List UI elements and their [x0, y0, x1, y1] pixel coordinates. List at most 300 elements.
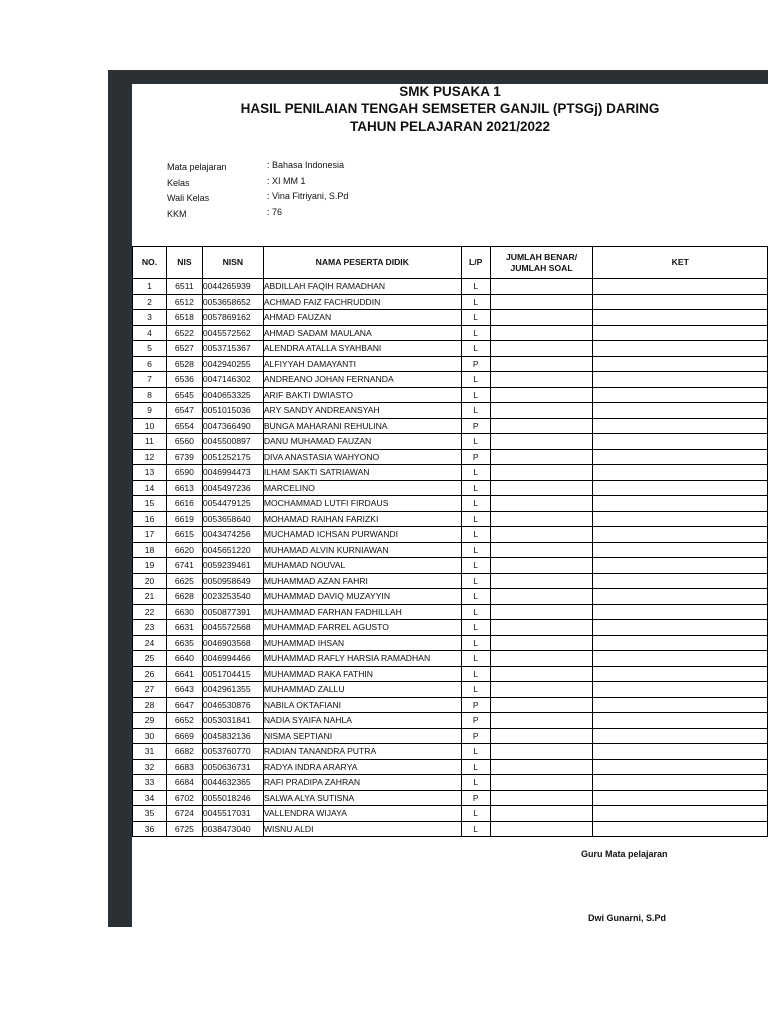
cell-nisn: 0042961355	[202, 682, 263, 698]
cell-gender: L	[461, 372, 490, 388]
column-header-nisn: NISN	[202, 247, 263, 279]
column-header-gender: L/P	[461, 247, 490, 279]
cell-score	[490, 403, 593, 419]
cell-name: MUHAMAD ALVIN KURNIAWAN	[263, 542, 461, 558]
cell-name: BUNGA MAHARANI REHULINA	[263, 418, 461, 434]
cell-no: 36	[133, 821, 167, 837]
cell-name: ANDREANO JOHAN FERNANDA	[263, 372, 461, 388]
table-row	[133, 806, 768, 822]
cell-name: WISNU ALDI	[263, 821, 461, 837]
table-row	[133, 589, 768, 605]
cell-no: 25	[133, 651, 167, 667]
cell-nis: 6682	[166, 744, 202, 760]
cell-score	[490, 775, 593, 791]
table-row	[133, 449, 768, 465]
cell-name: ARIF BAKTI DWIASTO	[263, 387, 461, 403]
cell-score	[490, 511, 593, 527]
cell-note	[593, 728, 768, 744]
cell-nis: 6613	[166, 480, 202, 496]
column-header-nis: NIS	[166, 247, 202, 279]
cell-score	[490, 604, 593, 620]
cell-nisn: 0050636731	[202, 759, 263, 775]
cell-nis: 6616	[166, 496, 202, 512]
cell-nisn: 0045832136	[202, 728, 263, 744]
cell-gender: P	[461, 449, 490, 465]
info-label: Kelas	[167, 177, 190, 188]
cell-score	[490, 449, 593, 465]
cell-name: NABILA OKTAFIANI	[263, 697, 461, 713]
cell-nisn: 0046903568	[202, 635, 263, 651]
academic-year: TAHUN PELAJARAN 2021/2022	[349, 119, 551, 134]
cell-no: 26	[133, 666, 167, 682]
cell-score	[490, 480, 593, 496]
cell-score	[490, 356, 593, 372]
table-row	[133, 759, 768, 775]
cell-nisn: 0050877391	[202, 604, 263, 620]
cell-note	[593, 589, 768, 605]
cell-nisn: 0047146302	[202, 372, 263, 388]
cell-name: MUHAMMAD DAVIQ MUZAYYIN	[263, 589, 461, 605]
cell-note	[593, 620, 768, 636]
cell-no: 10	[133, 418, 167, 434]
cell-no: 22	[133, 604, 167, 620]
dark-frame-top	[108, 70, 768, 84]
cell-name: ABDILLAH FAQIH RAMADHAN	[263, 279, 461, 295]
table-row	[133, 418, 768, 434]
cell-name: ALFIYYAH DAMAYANTI	[263, 356, 461, 372]
cell-nis: 6724	[166, 806, 202, 822]
column-header-note: KET	[593, 247, 768, 279]
cell-no: 2	[133, 294, 167, 310]
school-name: SMK PUSAKA 1	[399, 84, 501, 99]
cell-no: 17	[133, 527, 167, 543]
cell-no: 6	[133, 356, 167, 372]
cell-no: 8	[133, 387, 167, 403]
cell-nisn: 0053658640	[202, 511, 263, 527]
cell-gender: L	[461, 759, 490, 775]
cell-name: VALLENDRA WIJAYA	[263, 806, 461, 822]
table-row	[133, 666, 768, 682]
cell-name: MUCHAMAD ICHSAN PURWANDI	[263, 527, 461, 543]
table-row	[133, 558, 768, 574]
cell-note	[593, 790, 768, 806]
cell-score	[490, 387, 593, 403]
cell-no: 9	[133, 403, 167, 419]
table-row	[133, 434, 768, 450]
cell-nis: 6560	[166, 434, 202, 450]
cell-name: MUHAMMAD AZAN FAHRI	[263, 573, 461, 589]
cell-note	[593, 418, 768, 434]
cell-name: MUHAMMAD RAKA FATHIN	[263, 666, 461, 682]
cell-nisn: 0046530876	[202, 697, 263, 713]
table-row	[133, 403, 768, 419]
signature-role: Guru Mata pelajaran	[581, 849, 668, 859]
cell-gender: L	[461, 604, 490, 620]
cell-name: AHMAD SADAM MAULANA	[263, 325, 461, 341]
cell-score	[490, 558, 593, 574]
info-label: Wali Kelas	[167, 193, 210, 203]
cell-nis: 6511	[166, 279, 202, 295]
cell-nisn: 0053658652	[202, 294, 263, 310]
cell-note	[593, 341, 768, 357]
cell-nisn: 0038473040	[202, 821, 263, 837]
cell-name: NADIA SYAIFA NAHLA	[263, 713, 461, 729]
cell-name: MARCELINO	[263, 480, 461, 496]
cell-name: ILHAM SAKTI SATRIAWAN	[263, 465, 461, 481]
cell-gender: L	[461, 620, 490, 636]
cell-score	[490, 573, 593, 589]
cell-nisn: 0059239461	[202, 558, 263, 574]
cell-gender: L	[461, 480, 490, 496]
cell-name: DANU MUHAMAD FAUZAN	[263, 434, 461, 450]
table-row	[133, 775, 768, 791]
cell-score	[490, 589, 593, 605]
cell-nis: 6528	[166, 356, 202, 372]
student-table	[132, 246, 768, 837]
cell-name: NISMA SEPTIANI	[263, 728, 461, 744]
cell-note	[593, 604, 768, 620]
cell-nis: 6702	[166, 790, 202, 806]
cell-nis: 6619	[166, 511, 202, 527]
cell-score	[490, 759, 593, 775]
table-body	[133, 279, 768, 837]
cell-no: 12	[133, 449, 167, 465]
cell-no: 3	[133, 310, 167, 326]
table-row	[133, 635, 768, 651]
cell-nis: 6635	[166, 635, 202, 651]
cell-gender: L	[461, 294, 490, 310]
cell-nisn: 0051252175	[202, 449, 263, 465]
cell-name: MUHAMMAD RAFLY HARSIA RAMADHAN	[263, 651, 461, 667]
cell-no: 16	[133, 511, 167, 527]
cell-nisn: 0045500897	[202, 434, 263, 450]
cell-note	[593, 465, 768, 481]
cell-note	[593, 558, 768, 574]
cell-nis: 6620	[166, 542, 202, 558]
cell-gender: P	[461, 713, 490, 729]
cell-name: AHMAD FAUZAN	[263, 310, 461, 326]
cell-nis: 6647	[166, 697, 202, 713]
cell-nis: 6684	[166, 775, 202, 791]
table-row	[133, 279, 768, 295]
table-row	[133, 356, 768, 372]
cell-nis: 6628	[166, 589, 202, 605]
info-label: KKM	[167, 208, 187, 219]
cell-gender: P	[461, 697, 490, 713]
cell-note	[593, 372, 768, 388]
cell-note	[593, 635, 768, 651]
cell-nis: 6739	[166, 449, 202, 465]
table-row	[133, 573, 768, 589]
table-row	[133, 790, 768, 806]
cell-nisn: 0045497236	[202, 480, 263, 496]
table-row	[133, 713, 768, 729]
cell-name: RADIAN TANANDRA PUTRA	[263, 744, 461, 760]
cell-name: RADYA INDRA ARARYA	[263, 759, 461, 775]
cell-gender: L	[461, 775, 490, 791]
table-row	[133, 604, 768, 620]
info-value: : Vina Fitriyani, S.Pd	[267, 191, 349, 201]
cell-nisn: 0045572568	[202, 620, 263, 636]
cell-score	[490, 666, 593, 682]
cell-note	[593, 666, 768, 682]
cell-nisn: 0051704415	[202, 666, 263, 682]
cell-name: RAFI PRADIPA ZAHRAN	[263, 775, 461, 791]
cell-name: MUHAMAD NOUVAL	[263, 558, 461, 574]
cell-score	[490, 744, 593, 760]
cell-name: SALWA ALYA SUTISNA	[263, 790, 461, 806]
cell-no: 35	[133, 806, 167, 822]
cell-note	[593, 697, 768, 713]
cell-note	[593, 279, 768, 295]
cell-no: 14	[133, 480, 167, 496]
cell-score	[490, 821, 593, 837]
cell-gender: L	[461, 558, 490, 574]
column-header-name: NAMA PESERTA DIDIK	[263, 247, 461, 279]
cell-nisn: 0040653325	[202, 387, 263, 403]
cell-nis: 6669	[166, 728, 202, 744]
cell-nisn: 0053760770	[202, 744, 263, 760]
cell-no: 23	[133, 620, 167, 636]
cell-score	[490, 635, 593, 651]
cell-score	[490, 682, 593, 698]
cell-name: ARY SANDY ANDREANSYAH	[263, 403, 461, 419]
cell-note	[593, 310, 768, 326]
cell-gender: L	[461, 465, 490, 481]
cell-no: 7	[133, 372, 167, 388]
cell-nisn: 0045651220	[202, 542, 263, 558]
cell-score	[490, 310, 593, 326]
cell-no: 29	[133, 713, 167, 729]
cell-nisn: 0053031841	[202, 713, 263, 729]
cell-no: 1	[133, 279, 167, 295]
cell-no: 28	[133, 697, 167, 713]
cell-gender: L	[461, 542, 490, 558]
cell-name: MOHAMAD RAIHAN FARIZKI	[263, 511, 461, 527]
cell-score	[490, 651, 593, 667]
cell-nisn: 0043474256	[202, 527, 263, 543]
table-header-row	[133, 247, 768, 279]
cell-gender: L	[461, 666, 490, 682]
cell-gender: L	[461, 821, 490, 837]
cell-score	[490, 713, 593, 729]
cell-no: 15	[133, 496, 167, 512]
cell-gender: L	[461, 387, 490, 403]
table-row	[133, 480, 768, 496]
table-row	[133, 310, 768, 326]
cell-gender: L	[461, 310, 490, 326]
cell-gender: L	[461, 341, 490, 357]
cell-name: ALENDRA ATALLA SYAHBANI	[263, 341, 461, 357]
info-value: : 76	[267, 206, 283, 217]
info-label: Mata pelajaran	[167, 162, 227, 172]
table-row	[133, 496, 768, 512]
cell-no: 5	[133, 341, 167, 357]
cell-nis: 6518	[166, 310, 202, 326]
cell-gender: L	[461, 325, 490, 341]
cell-gender: P	[461, 790, 490, 806]
cell-gender: P	[461, 356, 490, 372]
table-row	[133, 821, 768, 837]
cell-nis: 6554	[166, 418, 202, 434]
cell-nisn: 0055018246	[202, 790, 263, 806]
cell-gender: L	[461, 496, 490, 512]
cell-note	[593, 542, 768, 558]
cell-gender: L	[461, 744, 490, 760]
document-sheet	[132, 84, 768, 927]
cell-score	[490, 728, 593, 744]
cell-score	[490, 372, 593, 388]
cell-nisn: 0023253540	[202, 589, 263, 605]
column-header-no: NO.	[133, 247, 167, 279]
cell-nisn: 0045572562	[202, 325, 263, 341]
cell-nisn: 0045517031	[202, 806, 263, 822]
cell-note	[593, 806, 768, 822]
cell-nis: 6683	[166, 759, 202, 775]
table-row	[133, 294, 768, 310]
table-row	[133, 511, 768, 527]
cell-no: 18	[133, 542, 167, 558]
table-row	[133, 341, 768, 357]
cell-note	[593, 651, 768, 667]
cell-note	[593, 403, 768, 419]
dark-frame-left	[108, 70, 132, 927]
signature-name: Dwi Gunarni, S.Pd	[588, 913, 667, 923]
cell-note	[593, 527, 768, 543]
table-row	[133, 387, 768, 403]
cell-gender: L	[461, 279, 490, 295]
cell-nis: 6625	[166, 573, 202, 589]
cell-note	[593, 775, 768, 791]
table-row	[133, 697, 768, 713]
cell-note	[593, 325, 768, 341]
cell-note	[593, 496, 768, 512]
cell-note	[593, 480, 768, 496]
cell-name: DIVA ANASTASIA WAHYONO	[263, 449, 461, 465]
cell-gender: L	[461, 403, 490, 419]
cell-no: 33	[133, 775, 167, 791]
cell-score	[490, 325, 593, 341]
cell-score	[490, 465, 593, 481]
table-row	[133, 682, 768, 698]
cell-nis: 6545	[166, 387, 202, 403]
cell-nis: 6652	[166, 713, 202, 729]
cell-no: 24	[133, 635, 167, 651]
cell-name: ACHMAD FAIZ FACHRUDDIN	[263, 294, 461, 310]
cell-nis: 6643	[166, 682, 202, 698]
cell-nis: 6615	[166, 527, 202, 543]
cell-nis: 6527	[166, 341, 202, 357]
cell-score	[490, 294, 593, 310]
cell-no: 4	[133, 325, 167, 341]
cell-nisn: 0051015036	[202, 403, 263, 419]
info-value: : Bahasa Indonesia	[267, 160, 345, 170]
cell-nisn: 0044632365	[202, 775, 263, 791]
cell-no: 13	[133, 465, 167, 481]
cell-note	[593, 713, 768, 729]
cell-no: 30	[133, 728, 167, 744]
cell-no: 31	[133, 744, 167, 760]
cell-gender: P	[461, 728, 490, 744]
cell-nisn: 0046994473	[202, 465, 263, 481]
table-row	[133, 527, 768, 543]
table-row	[133, 542, 768, 558]
cell-score	[490, 279, 593, 295]
table-row	[133, 325, 768, 341]
cell-gender: L	[461, 682, 490, 698]
cell-nis: 6512	[166, 294, 202, 310]
cell-name: MUHAMMAD IHSAN	[263, 635, 461, 651]
table-row	[133, 728, 768, 744]
cell-score	[490, 434, 593, 450]
cell-nis: 6641	[166, 666, 202, 682]
cell-nis: 6725	[166, 821, 202, 837]
cell-no: 20	[133, 573, 167, 589]
cell-nis: 6640	[166, 651, 202, 667]
cell-nis: 6522	[166, 325, 202, 341]
cell-score	[490, 527, 593, 543]
cell-nis: 6536	[166, 372, 202, 388]
table-row	[133, 372, 768, 388]
cell-name: MUHAMMAD ZALLU	[263, 682, 461, 698]
cell-score	[490, 806, 593, 822]
cell-note	[593, 449, 768, 465]
cell-note	[593, 294, 768, 310]
cell-nis: 6590	[166, 465, 202, 481]
cell-no: 32	[133, 759, 167, 775]
cell-note	[593, 387, 768, 403]
cell-no: 11	[133, 434, 167, 450]
cell-score	[490, 790, 593, 806]
cell-name: MUHAMMAD FARREL AGUSTO	[263, 620, 461, 636]
cell-score	[490, 496, 593, 512]
cell-score	[490, 341, 593, 357]
cell-nisn: 0050958649	[202, 573, 263, 589]
cell-nis: 6741	[166, 558, 202, 574]
cell-no: 27	[133, 682, 167, 698]
cell-nis: 6631	[166, 620, 202, 636]
cell-name: MUHAMMAD FARHAN FADHILLAH	[263, 604, 461, 620]
cell-gender: L	[461, 635, 490, 651]
cell-nisn: 0053715367	[202, 341, 263, 357]
cell-note	[593, 744, 768, 760]
cell-gender: L	[461, 527, 490, 543]
cell-gender: L	[461, 434, 490, 450]
cell-nisn: 0047366490	[202, 418, 263, 434]
cell-no: 19	[133, 558, 167, 574]
cell-nisn: 0054479125	[202, 496, 263, 512]
cell-nisn: 0057869162	[202, 310, 263, 326]
cell-gender: L	[461, 511, 490, 527]
cell-nis: 6630	[166, 604, 202, 620]
cell-note	[593, 573, 768, 589]
cell-gender: P	[461, 418, 490, 434]
cell-score	[490, 418, 593, 434]
cell-no: 21	[133, 589, 167, 605]
table-row	[133, 744, 768, 760]
table-row	[133, 651, 768, 667]
cell-nis: 6547	[166, 403, 202, 419]
cell-gender: L	[461, 651, 490, 667]
cell-nisn: 0042940255	[202, 356, 263, 372]
cell-nisn: 0044265939	[202, 279, 263, 295]
cell-no: 34	[133, 790, 167, 806]
column-header-score: JUMLAH BENAR/ JUMLAH SOAL	[490, 247, 593, 279]
info-value: : XI MM 1	[267, 175, 306, 186]
cell-gender: L	[461, 589, 490, 605]
table-row	[133, 465, 768, 481]
document-title: HASIL PENILAIAN TENGAH SEMSETER GANJIL (PTSGj) DARING	[240, 101, 660, 116]
